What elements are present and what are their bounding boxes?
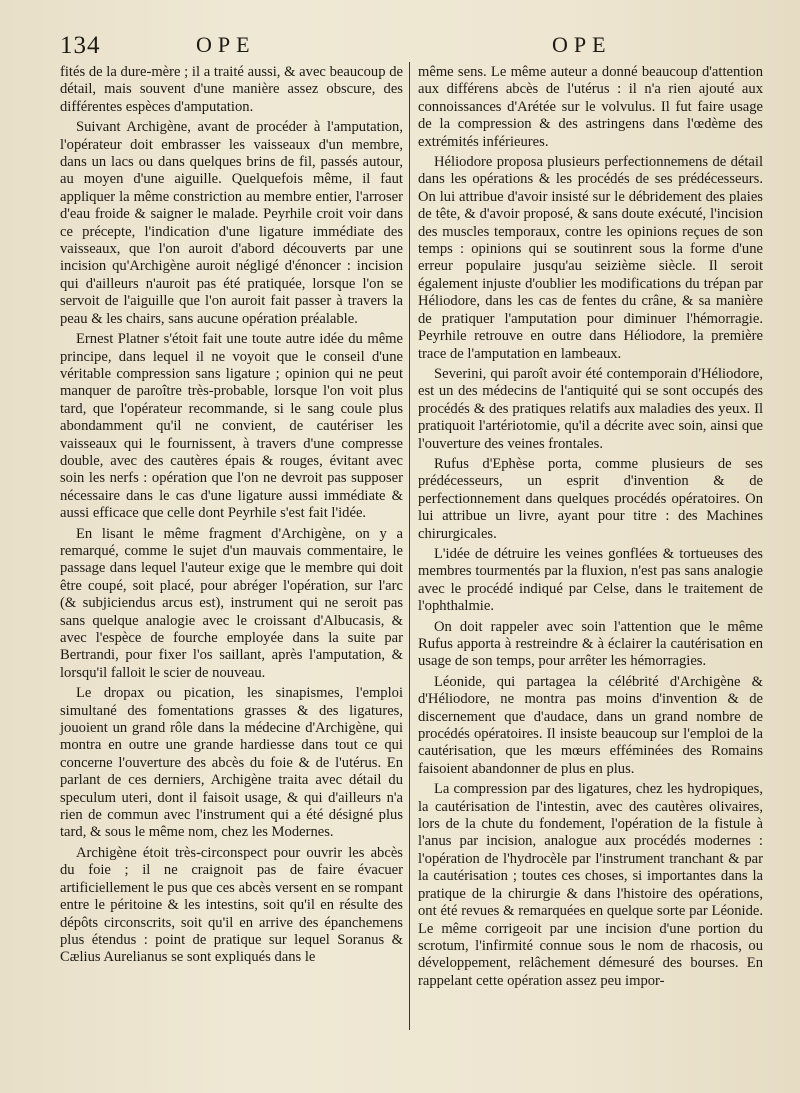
right-column — [418, 64, 763, 993]
right-paragraph-5: L'idée de détruire les veines gonflées & tortueuses des membres tourmentés par la fluxion, n'est pas sans analogie avec le procédé indiqué par Celse, dans le traitement de l'ophthalmie. — [418, 545, 763, 615]
right-paragraph-6: On doit rappeler avec soin l'attention que le même Rufus apporta à restreindre & à éclairer la cautérisation en usage de son temps, pour arrêter les hémorragies. — [418, 618, 763, 670]
right-paragraph-8: La compression par des ligatures, chez les hydropiques, la cautérisation de l'intestin, avec des cautères olivaires, lors de la chute du fondement, l'opération de la fistule à l'anus par incision, analogue aux procédés modernes : l'opération de l'hydrocèle par l'instrument tranchant & par la cautérisation ; toutes ces choses, si importantes dans la pratique de la chirurgie & dans l'histoire des opérations, ont été revues & remarquées en quelque sorte par Léonide. Le même corrigeoit par une incision d'une portion du scrotum, l'infirmité connue sous le nom de rhacosis, ou développement, relâchement démesuré des bourses. En rappelant cette opération assez peu impor- — [418, 781, 763, 989]
left-column — [60, 64, 403, 970]
right-running-title: OPE — [552, 32, 612, 57]
right-paragraph-2: Héliodore proposa plusieurs perfectionnemens de détail dans les opérations & les procédés de ses prédécesseurs. On lui attribue d'avoir insisté sur le débridement des plaies de tête, & d'avoir proposé, & sans doute exécuté, l'incision des muscles temporaux, contre les opinions reçues de son temps : opinions qui se soutinrent sous la forme d'une erreur populaire jusqu'au seizième siècle. Il seroit également injuste d'oublier les modifications du trépan par Héliodore, dans les cas de fentes du crâne, & sa manière de pratiquer l'amputation pour diminuer l'hémorragie. Peyrhile retrouve en outre dans Héliodore, la première trace de l'amputation en lambeaux. — [418, 154, 763, 362]
left-paragraph-5: Le dropax ou pication, les sinapismes, l'emploi simultané des fomentations grasses & des ligatures, jouoient un grand rôle dans la médecine d'Archigène, qui montra en outre une grande hardiesse dans tout ce qui concerne l'ouverture des abcès du foie & de l'utérus. En parlant de ces derniers, Archigène traita avec détail du speculum uteri, dont il faisoit usage, & qui d'ailleurs n'a rien de commun avec l'instrument qui a été désigné plus tard, & sous le même nom, chez les Modernes. — [60, 685, 403, 841]
left-paragraph-2: Suivant Archigène, avant de procéder à l'amputation, l'opérateur doit embrasser les vaisseaux d'un membre, dans un lacs ou dans quelques brins de fil, passés autour, au moyen d'une aiguille. Quelquefois même, il faut appliquer la même constriction au membre entier, l'arroser d'eau froide & saigner le malade. Peyrhile croit voir dans ce précepte, l'indication d'une ligature immédiate des vaisseaux, que l'on auroit d'abord découverts par une incision qu'Archigène auroit négligé d'énoncer : incision qui d'ailleurs n'auroit pas été pratiquée, lorsque l'on se servoit de l'aiguille que l'on auroit fait passer à travers la peau & les chairs, sans aucune opération préalable. — [60, 119, 403, 327]
left-paragraph-6: Archigène étoit très-circonspect pour ouvrir les abcès du foie ; il ne craignoit pas de faire évacuer artificiellement le pus que ces abcès versent en se rompant entre le péritoine & les intestins, soit qu'il en résulte des dépôts circonscrits, soit qu'il en arrive des épanchemens plus étendus : point de pratique sur lequel Soranus & Cælius Aurelianus se sont expliqués dans le — [60, 844, 403, 966]
column-divider — [409, 62, 410, 1030]
left-paragraph-4: En lisant le même fragment d'Archigène, on y a remarqué, comme le sujet d'un mauvais commentaire, le passage dans lequel l'auteur exige que le membre qui doit être coupé, soit placé, pour abréger l'opération, sur l'arc (& subjiciendus arcus est), instrument qui ne seroit pas sans quelque analogie avec le croissant d'Albucasis, & avec l'espèce de fourche employée dans la suite par Bertrandi, pour fixer l'os saillant, après l'amputation, & lorsqu'il falloit le scier de nouveau. — [60, 525, 403, 681]
page-number: 134 — [60, 32, 101, 59]
right-paragraph-1: même sens. Le même auteur a donné beaucoup d'attention aux différens abcès de l'utérus : il n'a rien ajouté aux connoissances d'Arétée sur le volvulus. Il fut faire usage de la compression & des astringens dans l'œdème des extrémités inférieures. — [418, 64, 763, 150]
left-running-title: OPE — [196, 32, 256, 57]
right-paragraph-7: Léonide, qui partagea la célébrité d'Archigène & d'Héliodore, ne montra pas moins d'invention & de discernement que d'audace, dans un grand nombre de procédés opératoires. Il insiste beaucoup sur l'emploi de la cautérisation, que les mœurs efféminées des Romains faisoient abandonner de plus en plus. — [418, 673, 763, 777]
running-header — [0, 30, 800, 62]
left-paragraph-1: fités de la dure-mère ; il a traité aussi, & avec beaucoup de détail, mais souvent d'une manière assez obscure, des différentes espèces d'amputation. — [60, 64, 403, 115]
left-paragraph-3: Ernest Platner s'étoit fait une toute autre idée du même principe, dans lequel il ne voyoit que le conseil d'une véritable compression sans ligature ; opinion qui ne peut manquer de paroître très-probable, lorsque l'on voit plus tard, que l'opérateur recommande, si le sang coule plus abondamment qu'il ne convient, de cautériser les vaisseaux qui le fournissent, à travers d'une compresse double, avec des cautères épais & rouges, évitant avec soin les nerfs : opération que l'on ne devroit pas supposer nécessaire dans le cas d'une ligature aussi immédiate & aussi efficace que celle dont Peyrhile s'est fait l'idée. — [60, 331, 403, 522]
right-paragraph-3: Severini, qui paroît avoir été contemporain d'Héliodore, est un des médecins de l'antiquité qui se sont occupés des procédés & des pratiques relatifs aux maladies des yeux. Il pratiquoit l'artériotomie, qu'il a décrite avec soin, ainsi que l'ouverture des veines frontales. — [418, 365, 763, 452]
right-paragraph-4: Rufus d'Ephèse porta, comme plusieurs de ses prédécesseurs, un esprit d'invention & de perfectionnement dans quelques procédés opératoires. On lui attribue un livre, ayant pour titre : des Machines chirurgicales. — [418, 455, 763, 542]
